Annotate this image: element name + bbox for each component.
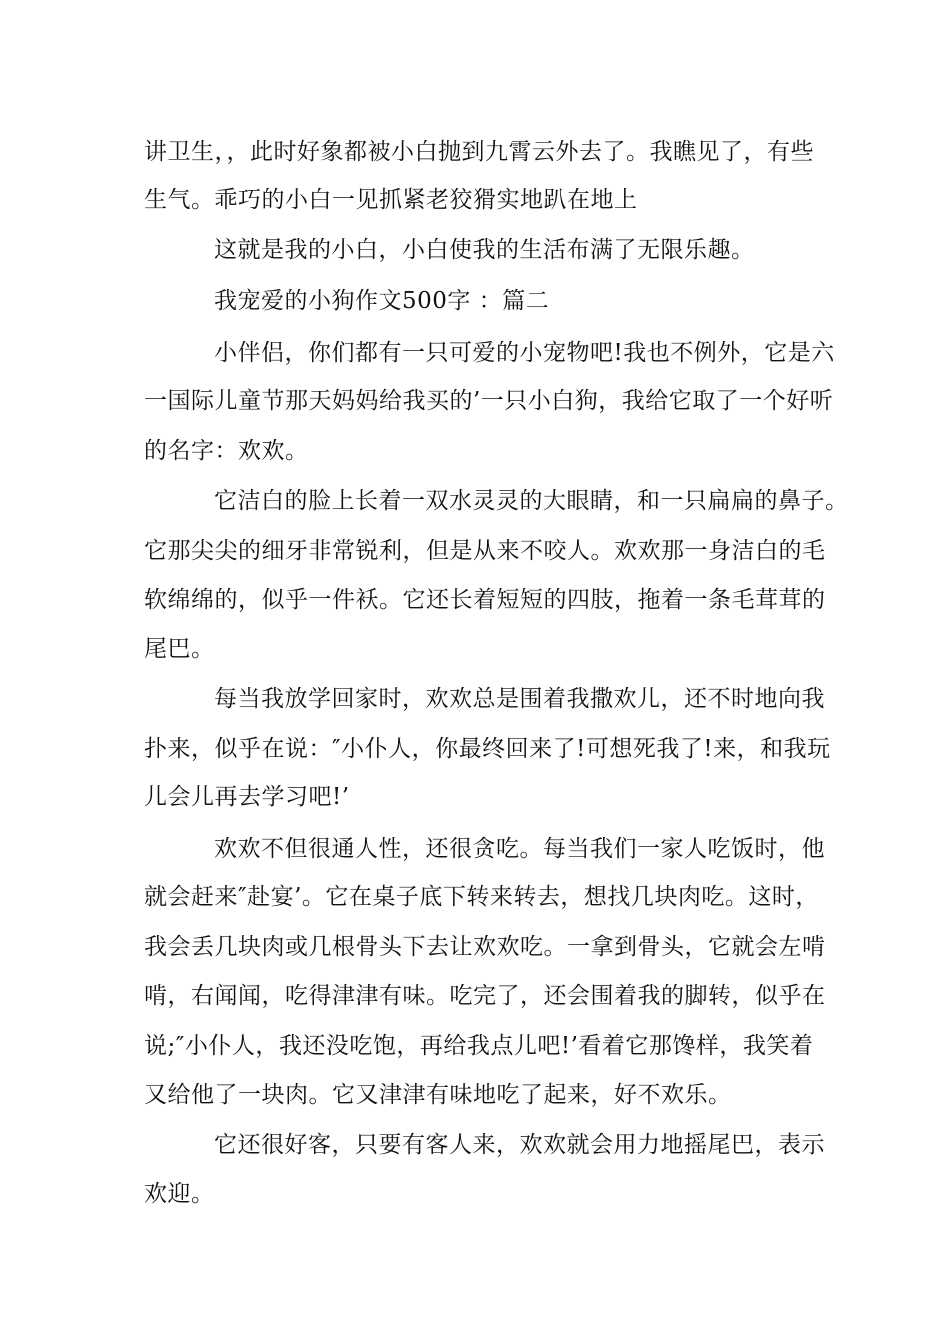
text-line: 又给他了一块肉。它又津津有味地吃了起来，好不欢乐。 (144, 1082, 732, 1108)
text-line: 它洁白的脸上长着一双水灵灵的大眼睛，和一只扁扁的鼻子。 (214, 488, 849, 514)
text-line: 它那尖尖的细牙非常锐利，但是从来不咬人。欢欢那一身洁白的毛 (144, 538, 826, 564)
text-line: 我会丢几块肉或几根骨头下去让欢欢吃。一拿到骨头，它就会左啃 (144, 934, 826, 960)
text-line: 软绵绵的，似乎一件袄。它还长着短短的四肢，拖着一条毛茸茸的 (144, 587, 826, 613)
text-line: 尾巴。 (144, 636, 215, 662)
text-line: 小伴侣，你们都有一只可爱的小宠物吧!我也不例外，它是六 (214, 340, 835, 366)
text-line: 欢迎。 (144, 1181, 215, 1207)
text-line: 每当我放学回家时，欢欢总是围着我撒欢儿，还不时地向我 (214, 686, 825, 712)
text-line: 讲卫生，，此时好象都被小白抛到九霄云外去了。我瞧见了，有些 (144, 139, 814, 165)
text-line: 这就是我的小白，小白使我的生活布满了无限乐趣。 (214, 237, 755, 263)
text-line: 欢欢不但很通人性，还很贪吃。每当我们一家人吃饭时，他 (214, 836, 825, 862)
text-line: 生气。乖巧的小白一见抓紧老狡猾实地趴在地上 (144, 187, 638, 213)
text-line: 说;″小仆人，我还没吃饱，再给我点儿吧!’看着它那馋样，我笑着 (144, 1033, 814, 1059)
text-line: 的名字：欢欢。 (144, 438, 309, 464)
text-line: 一国际儿童节那天妈妈给我买的’一只小白狗，我给它取了一个好听 (144, 388, 834, 414)
text-line: 啃，右闻闻，吃得津津有味。吃完了，还会围着我的脚转，似乎在 (144, 983, 826, 1009)
section-heading: 我宠爱的小狗作文500字 ：篇二 (214, 288, 550, 314)
text-line: 扑来，似乎在说：″小仆人，你最终回来了!可想死我了!来，和我玩 (144, 736, 831, 762)
text-line: 儿会儿再去学习吧!’ (144, 784, 350, 810)
text-line: 它还很好客，只要有客人来，欢欢就会用力地摇尾巴，表示 (214, 1132, 825, 1158)
text-line: 就会赶来″赴宴’。它在桌子底下转来转去，想找几块肉吃。这时， (144, 884, 819, 910)
